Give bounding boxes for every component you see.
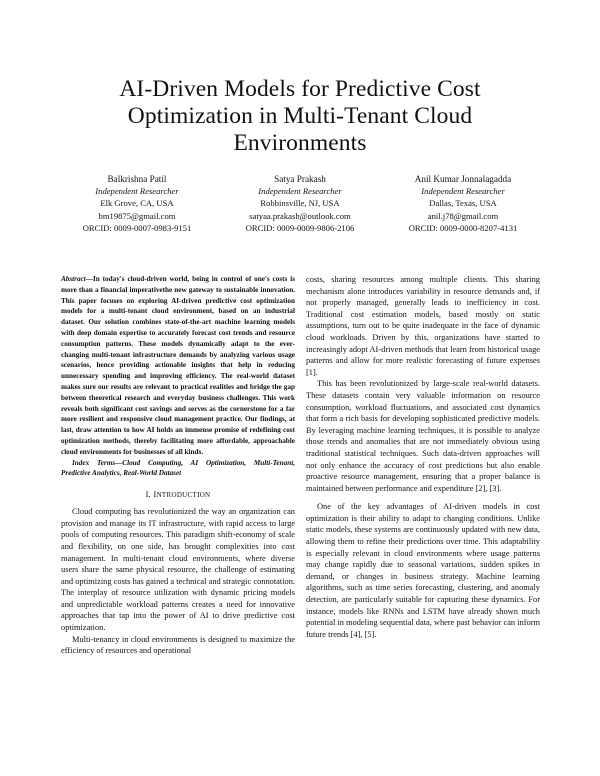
author-affiliation: Independent Researcher (421, 186, 505, 197)
paragraph: This has been revolutionized by large-scale real-world datasets. These datasets contain very valuable information on resource consumption, workload fluctuations, and associated cost dynamics that form a rich basis for developing sophisticated predictive models. By leveraging machine learning techniques, it is possible to analyze those trends and anomalies that are not immediately obvious using traditional statistical techniques. Such data-driven approaches will not only enhance the accuracy of cost predictions but also enable proactive resource management, ensuring that a proper balance is maintained between performance and expenditure [2], [3]. (306, 379, 540, 493)
author-name: Satya Prakash (274, 174, 326, 184)
right-column (306, 274, 540, 640)
author-orcid: ORCID: 0009-0000-8207-4131 (408, 222, 518, 233)
paragraph: Cloud computing has revolutionized the way an organization can provision and manage its IT infrastructure, with rapid access to large pools of computing resources. This paradigm shift-economy of scale and flexibility, on one side, has brought complexities into cost management. In multi-tenant cloud environments, where diverse users share the same physical resource, the challenge of estimating and optimizing costs has gained a technical and strategic connotation. The interplay of resource utilization with dynamic pricing models and unpredictable workload patterns creates a need for innovative approaches that tap into the power of AI to drive predictive cost optimization. (61, 507, 295, 633)
section-title-rest: NTRODUCTION (156, 491, 211, 500)
author-name: Balkrishna Patil (107, 174, 167, 184)
section-title-initial: I (153, 490, 157, 500)
author-orcid: ORCID: 0009-0007-0983-9151 (82, 222, 192, 233)
author-location: Dallas, Texas, USA (429, 198, 497, 209)
author-1 (62, 173, 212, 234)
author-2 (225, 173, 375, 234)
author-affiliation: Independent Researcher (258, 186, 342, 197)
abstract (61, 274, 295, 458)
paragraph: costs, sharing resources among multiple clients. This sharing mechanism alone introduces variability in resource demands and, if not properly managed, generally leads to inefficiency in cost. Traditional cost estimation models, based mostly on static assumptions, turn out to be quite inadequate in the face of dynamic cloud workloads. Driven by this, organizations have started to increasingly adopt AI-driven methods that learn from historical usage patterns and allow for more realistic forecasting of future expenses [1]. (306, 275, 540, 377)
paper-title: AI-Driven Models for Predictive Cost Optimization in Multi-Tenant Cloud Environments (119, 76, 481, 156)
author-orcid: ORCID: 0009-0009-9806-2106 (245, 222, 355, 233)
author-3 (388, 173, 538, 234)
author-email[interactable]: bm19875@gmail.com (98, 210, 176, 221)
author-email[interactable]: anil.j78@gmail.com (427, 210, 499, 221)
author-affiliation: Independent Researcher (95, 186, 179, 197)
author-block (62, 173, 538, 234)
left-column (61, 274, 295, 657)
index-terms: Index Terms—Cloud Computing, AI Optimization, Multi-Tenant, Predictive Analytics, Real-World Dataset (61, 458, 295, 478)
section-number: I. (145, 490, 152, 500)
abstract-label: Abstract (61, 275, 86, 283)
author-name: Anil Kumar Jonnalagadda (414, 174, 512, 184)
author-location: Robbinsville, NJ, USA (260, 198, 340, 209)
author-location: Elk Grove, CA, USA (100, 198, 174, 209)
paragraph: One of the key advantages of AI-driven models in cost optimization is their ability to adapt to changing conditions. Unlike static models, these systems are continuously updated with new data, allowing them to refine their predictions over time. This adaptability is especially relevant in cloud environments where usage patterns may change rapidly due to seasonal variations, sudden spikes in demand, or changes in business strategy. Machine learning algorithms, such as time series forecasting, clustering, and anomaly detection, are particularly suitable for capturing these dynamics. For instance, models like RNNs and LSTM have already shown much potential in modeling sequential data, where past behavior can inform future trends [4], [5]. (306, 502, 540, 639)
abstract-text: —In today's cloud-driven world, being in control of one's costs is more than a financial imperativethe new gateway to sustainable innovation. This paper focuses on exploring AI-driven predictive cost optimization models for a multi-tenant cloud environment, based on an industrial dataset. Our solution combines state-of-the-art machine learning models with deep domain expertise to accurately forecast cost trends and resource consumption patterns. These models dynamically adapt to the ever-changing multi-tenant infrastructure demands by analyzing various usage scenarios, hence providing actionable insights that help in reducing unnecessary spending and improving efficiency. The real-world dataset makes sure our results are relevant to practical realities and bridge the gap between theoretical research and everyday business challenges. This work reveals both significant cost savings and serves as the cornerstone for a far more resilient and responsive cloud management practice. Our findings, at last, draw attention to how AI holds an immense promise of redefining cost optimization methods, thereby facilitating more affordable, approachable cloud environments for businesses of all kinds. (61, 275, 295, 456)
paragraph: Multi-tenancy in cloud environments is designed to maximize the efficiency of resources and operational (61, 634, 295, 656)
section-heading (61, 489, 295, 501)
author-email[interactable]: satyaa.prakash@outlook.com (249, 210, 351, 221)
